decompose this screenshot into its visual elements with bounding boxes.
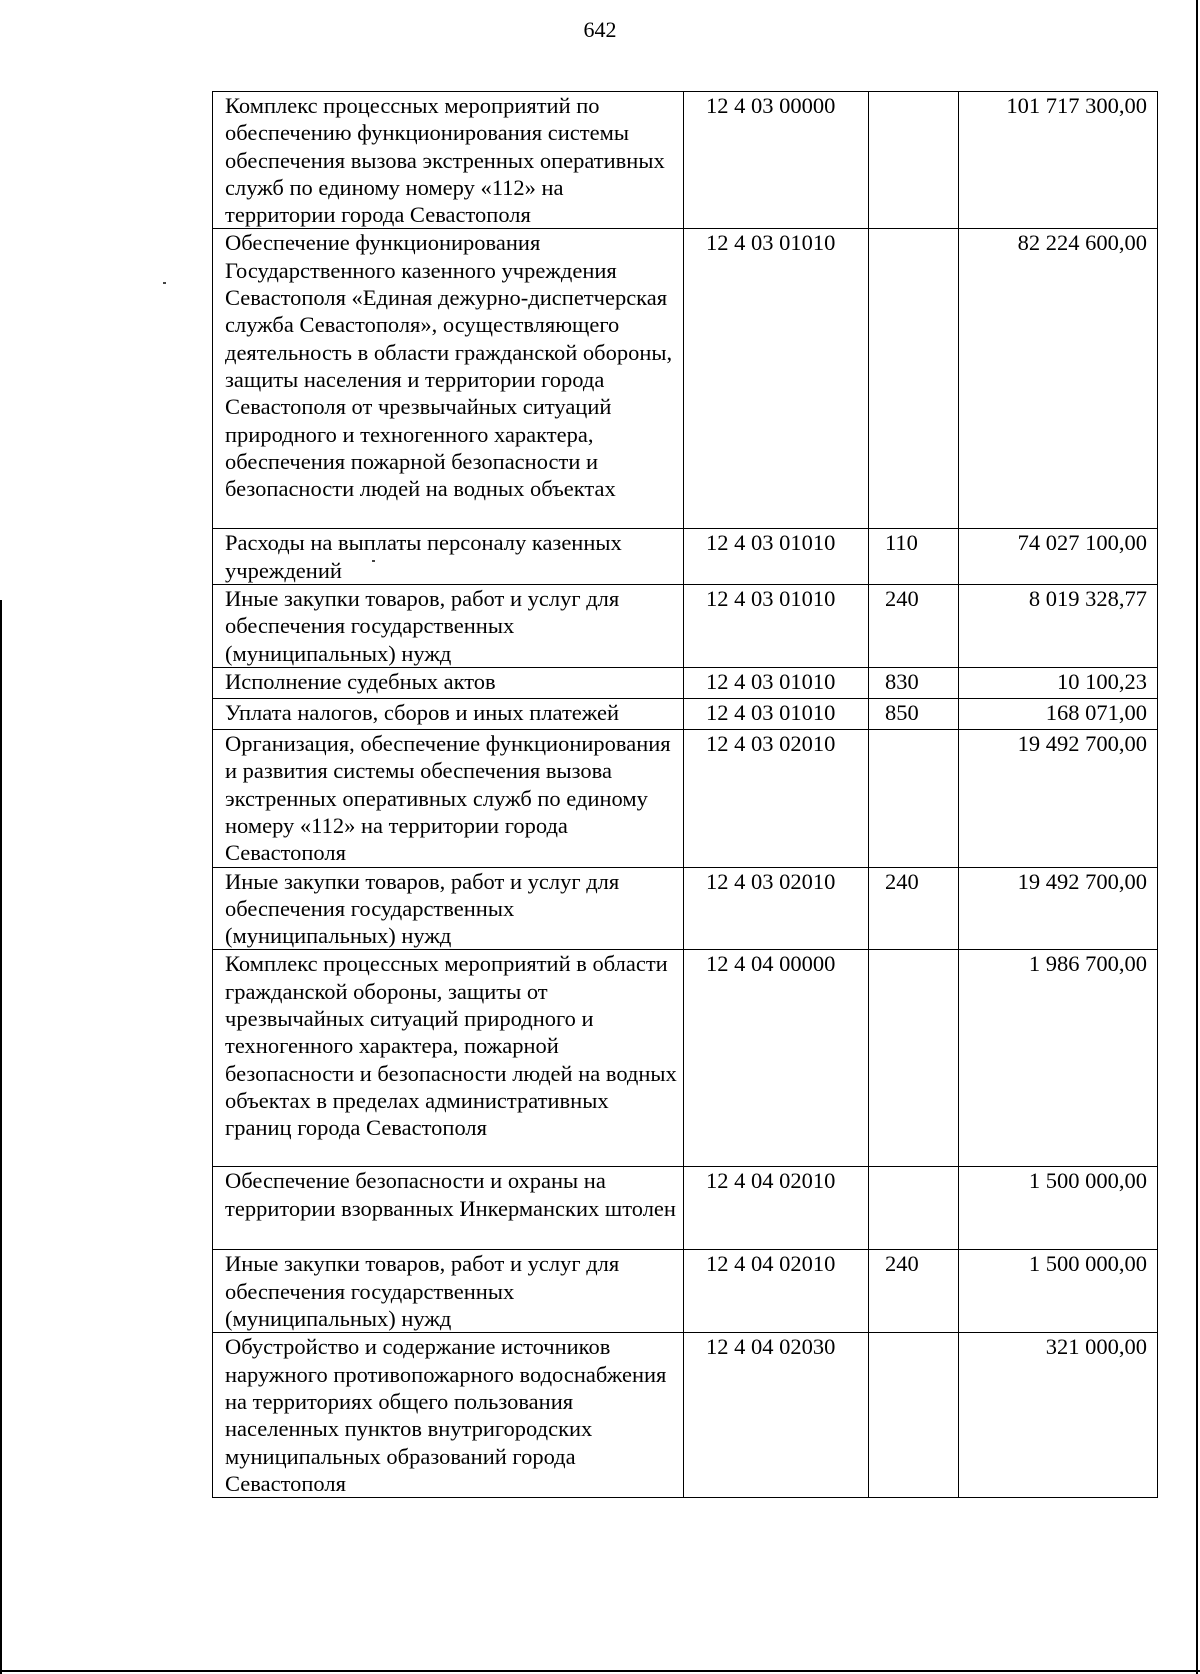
row-type-cell xyxy=(869,730,959,867)
row-type-cell xyxy=(869,1167,959,1250)
scan-edge-right xyxy=(1196,0,1198,1674)
row-amount-cell: 1 986 700,00 xyxy=(959,950,1158,1167)
row-code-cell: 12 4 04 00000 xyxy=(684,950,869,1167)
row-code-cell: 12 4 03 02010 xyxy=(684,730,869,867)
scan-speck xyxy=(372,560,375,562)
row-name-cell: Иные закупки товаров, работ и услуг для обеспечения государственных (муниципальных) нужд xyxy=(213,585,684,668)
row-code-cell: 12 4 04 02010 xyxy=(684,1250,869,1333)
row-name-cell: Исполнение судебных актов xyxy=(213,668,684,699)
row-name-cell: Обеспечение функционирования Государственного казенного учреждения Севастополя «Единая дежурно-диспетчерская служба Севастополя», осуществляющего деятельность в области гражданской обороны, защиты населения и территории города Севастополя от чрезвычайных ситуаций природного и техногенного характера, обеспечения пожарной безопасности и безопасности людей на водных объектах xyxy=(213,229,684,529)
row-code-cell: 12 4 03 01010 xyxy=(684,529,869,585)
page-number: 642 xyxy=(583,17,617,42)
row-type-cell: 240 xyxy=(869,867,959,950)
table-row xyxy=(213,1250,1158,1333)
table-row xyxy=(213,1167,1158,1250)
scan-speck xyxy=(163,282,166,284)
row-code-cell: 12 4 03 01010 xyxy=(684,229,869,529)
row-code-cell: 12 4 03 01010 xyxy=(684,668,869,699)
table-row xyxy=(213,730,1158,867)
scan-edge-bottom xyxy=(0,1670,1200,1672)
table-row xyxy=(213,668,1158,699)
row-amount-cell: 82 224 600,00 xyxy=(959,229,1158,529)
row-name-cell: Комплекс процессных мероприятий по обеспечению функционирования системы обеспечения вызова экстренных оперативных служб по единому номеру «112» на территории города Севастополя xyxy=(213,92,684,229)
row-type-cell xyxy=(869,229,959,529)
row-name-cell: Комплекс процессных мероприятий в области гражданской обороны, защиты от чрезвычайных ситуаций природного и техногенного характера, пожарной безопасности и безопасности людей на водных объектах в пределах административных границ города Севастополя xyxy=(213,950,684,1167)
row-type-cell: 110 xyxy=(869,529,959,585)
row-amount-cell: 1 500 000,00 xyxy=(959,1250,1158,1333)
row-type-cell xyxy=(869,950,959,1167)
budget-table xyxy=(212,91,1158,1498)
table-row xyxy=(213,585,1158,668)
table-row xyxy=(213,699,1158,730)
row-name-cell: Обустройство и содержание источников наружного противопожарного водоснабжения на территориях общего пользования населенных пунктов внутригородских муниципальных образований города Севастополя xyxy=(213,1333,684,1498)
row-code-cell: 12 4 03 01010 xyxy=(684,585,869,668)
table-row xyxy=(213,1333,1158,1498)
row-type-cell: 830 xyxy=(869,668,959,699)
row-name-cell: Обеспечение безопасности и охраны на территории взорванных Инкерманских штолен xyxy=(213,1167,684,1250)
row-amount-cell: 8 019 328,77 xyxy=(959,585,1158,668)
row-code-cell: 12 4 04 02030 xyxy=(684,1333,869,1498)
row-name-cell: Иные закупки товаров, работ и услуг для обеспечения государственных (муниципальных) нужд xyxy=(213,867,684,950)
row-type-cell: 240 xyxy=(869,1250,959,1333)
row-code-cell: 12 4 03 00000 xyxy=(684,92,869,229)
row-name-cell: Иные закупки товаров, работ и услуг для обеспечения государственных (муниципальных) нужд xyxy=(213,1250,684,1333)
row-amount-cell: 321 000,00 xyxy=(959,1333,1158,1498)
row-amount-cell: 19 492 700,00 xyxy=(959,730,1158,867)
scan-edge-left xyxy=(0,600,2,1674)
row-amount-cell: 101 717 300,00 xyxy=(959,92,1158,229)
row-amount-cell: 74 027 100,00 xyxy=(959,529,1158,585)
row-name-cell: Организация, обеспечение функционирования и развития системы обеспечения вызова экстренных оперативных служб по единому номеру «112» на территории города Севастополя xyxy=(213,730,684,867)
row-name-cell: Уплата налогов, сборов и иных платежей xyxy=(213,699,684,730)
row-name-cell: Расходы на выплаты персоналу казенных учреждений xyxy=(213,529,684,585)
row-amount-cell: 1 500 000,00 xyxy=(959,1167,1158,1250)
row-code-cell: 12 4 03 02010 xyxy=(684,867,869,950)
table-row xyxy=(213,867,1158,950)
row-type-cell: 240 xyxy=(869,585,959,668)
row-amount-cell: 10 100,23 xyxy=(959,668,1158,699)
budget-table-body xyxy=(213,92,1158,1498)
row-amount-cell: 168 071,00 xyxy=(959,699,1158,730)
table-row xyxy=(213,92,1158,229)
row-amount-cell: 19 492 700,00 xyxy=(959,867,1158,950)
row-code-cell: 12 4 04 02010 xyxy=(684,1167,869,1250)
row-code-cell: 12 4 03 01010 xyxy=(684,699,869,730)
table-row xyxy=(213,950,1158,1167)
row-type-cell: 850 xyxy=(869,699,959,730)
row-type-cell xyxy=(869,92,959,229)
row-type-cell xyxy=(869,1333,959,1498)
table-row xyxy=(213,529,1158,585)
table-row xyxy=(213,229,1158,529)
